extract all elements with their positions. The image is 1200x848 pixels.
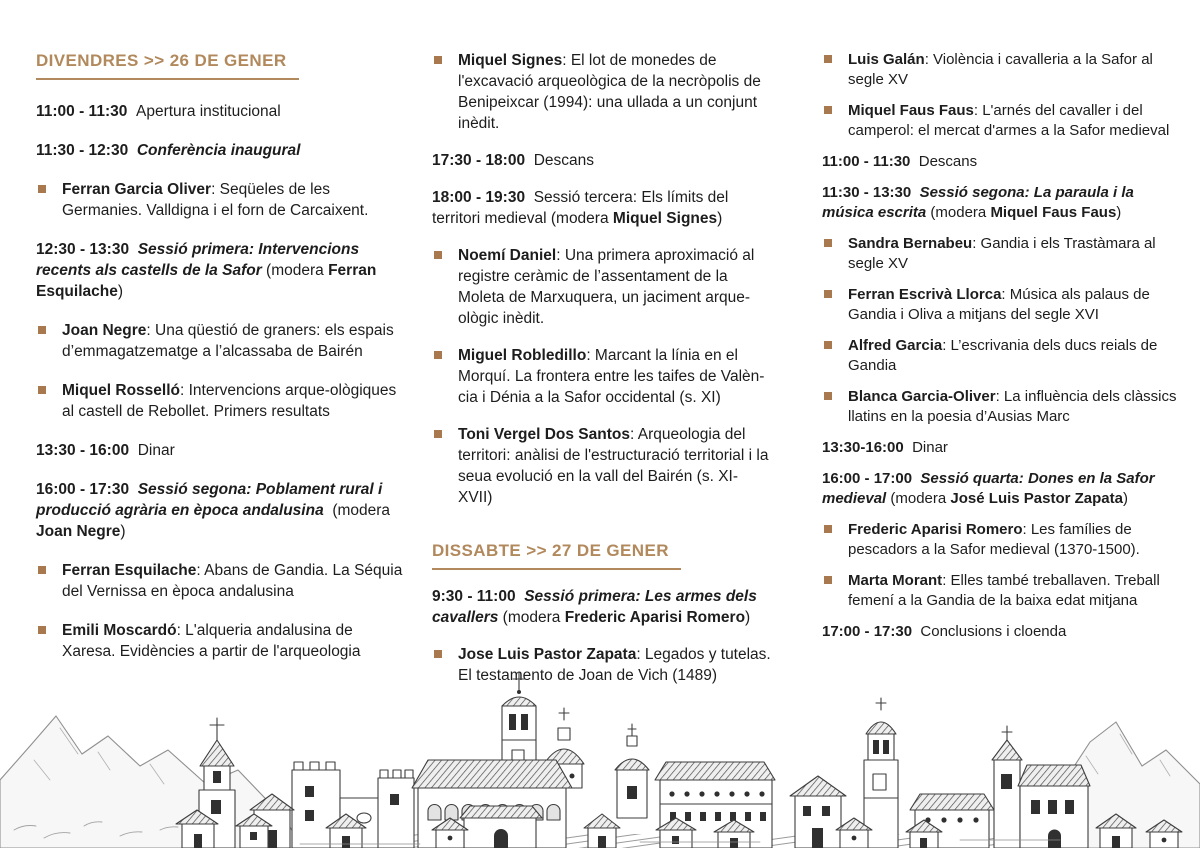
entry-text-segment: Conclusions i cloenda (920, 623, 1067, 640)
entry-text-segment: ) (120, 523, 126, 540)
bullet-square-icon (434, 351, 442, 359)
schedule-text (822, 623, 1066, 640)
talk-entry (432, 245, 772, 329)
time-range: 13:30-16:00 (822, 439, 904, 456)
talk-text (848, 520, 1182, 560)
talk-text (848, 285, 1182, 325)
entry-text-segment: : La influència dels clàssics llatins en la poesia d’Ausias Marc (848, 388, 1181, 425)
speaker-or-moderator-name: Miquel Faus Faus (848, 102, 974, 119)
schedule-entry (432, 150, 772, 171)
talk-entry (432, 50, 772, 134)
entry-text-segment: Sessió segona: La paraula i la música escrita (822, 184, 1138, 221)
program-column-saturday (822, 50, 1182, 653)
schedule-entry (822, 183, 1182, 223)
talk-entry (36, 380, 404, 422)
talk-entry (822, 336, 1182, 376)
speaker-or-moderator-name: Jose Luis Pastor Zapata (458, 646, 637, 663)
talk-entry (822, 571, 1182, 611)
talk-text (848, 234, 1182, 274)
town-engraving-illustration (0, 648, 1200, 848)
schedule-entry (36, 479, 404, 542)
speaker-or-moderator-name: Ferran Escrivà Llorca (848, 286, 1002, 303)
talk-text (62, 380, 404, 422)
schedule-text (432, 189, 733, 227)
schedule-entry (822, 469, 1182, 509)
talk-entry (822, 50, 1182, 90)
schedule-text (822, 153, 977, 170)
entry-text-segment: : Les famílies de pescadors a la Safor medieval (1370-1500). (848, 521, 1140, 558)
entry-text-segment: (modera (926, 204, 991, 221)
entry-text-segment: : Seqüeles de les Germanies. Valldigna i el forn de Carcaixent. (62, 181, 369, 219)
time-range: 11:30 - 12:30 (36, 142, 129, 159)
speaker-or-moderator-name: Marta Morant (848, 572, 943, 589)
entry-text-segment: Conferència inaugural (136, 142, 301, 159)
time-range: 17:00 - 17:30 (822, 623, 913, 640)
day-heading: DIVENDRES >> 26 DE GENER (36, 50, 299, 80)
time-range: 12:30 - 13:30 (36, 241, 130, 258)
schedule-entry (432, 187, 772, 229)
entry-text-segment: ) (1116, 204, 1122, 221)
time-range: 16:00 - 17:30 (36, 481, 130, 498)
talk-entry (822, 387, 1182, 427)
entry-text-segment: ) (717, 210, 723, 227)
talk-text (848, 571, 1182, 611)
schedule-text (822, 184, 1138, 221)
bullet-square-icon (824, 525, 832, 533)
talk-text (458, 345, 772, 408)
speaker-or-moderator-name: Joan Negre (62, 322, 147, 339)
schedule-text (432, 588, 761, 626)
entry-text-segment: : Gandia i els Trastàmara al segle XV (848, 235, 1160, 272)
talk-entry (432, 424, 772, 508)
schedule-entry (36, 101, 404, 122)
schedule-entry (36, 239, 404, 302)
schedule-text (822, 470, 1159, 507)
schedule-text (822, 439, 948, 456)
entry-text-segment: Sessió segona: Poblament rural i producció agrària en època andalusina (36, 481, 387, 519)
speaker-or-moderator-name: Miquel Rosselló (62, 382, 180, 399)
entry-text-segment: : L'arnés del cavaller i del camperol: el mercat d'armes a la Safor medieval (848, 102, 1170, 139)
schedule-text (36, 481, 394, 540)
entry-text-segment: : L'alqueria andalusina de Xaresa. Evidències a partir de l'arqueologia (62, 622, 361, 660)
speaker-or-moderator-name: Frederic Aparisi Romero (848, 521, 1023, 538)
speaker-or-moderator-name: Sandra Bernabeu (848, 235, 973, 252)
entry-text-segment: : Intervencions arque-ològiques al castell de Rebollet. Primers resultats (62, 382, 401, 420)
talk-text (62, 320, 404, 362)
talk-text (458, 424, 772, 508)
entry-text-segment: ) (1122, 490, 1128, 507)
entry-text-segment: Dinar (137, 442, 175, 459)
speaker-or-moderator-name: Ferran Esquilache (62, 562, 197, 579)
bullet-square-icon (38, 386, 46, 394)
speaker-or-moderator-name: Ferran Garcia Oliver (62, 181, 212, 198)
speaker-or-moderator-name: Toni Vergel Dos Santos (458, 426, 630, 443)
entry-text-segment: : Abans de Gandia. La Séquia del Vernissa en època andalusina (62, 562, 407, 600)
speaker-or-moderator-name: Blanca Garcia-Oliver (848, 388, 996, 405)
speaker-or-moderator-name: Joan Negre (36, 523, 121, 540)
bullet-square-icon (824, 290, 832, 298)
time-range: 13:30 - 16:00 (36, 442, 130, 459)
schedule-text (36, 142, 301, 159)
schedule-text (36, 442, 175, 459)
entry-text-segment: : Elles també treballaven. Treball femení a la Gandia de la baixa edat mitjana (848, 572, 1164, 609)
talk-text (848, 101, 1182, 141)
bullet-square-icon (824, 576, 832, 584)
speaker-or-moderator-name: José Luis Pastor Zapata (950, 490, 1123, 507)
talk-entry (36, 320, 404, 362)
entry-text-segment: Sessió primera: Intervencions recents als castells de la Safor (36, 241, 364, 279)
entry-text-segment: ) (117, 283, 124, 300)
speaker-or-moderator-name: Miquel Faus Faus (990, 204, 1117, 221)
speaker-or-moderator-name: Luis Galán (848, 51, 925, 68)
talk-text (62, 560, 407, 602)
entry-text-segment: : L’escrivania dels ducs reials de Gandia (848, 337, 1162, 374)
speaker-or-moderator-name: Emili Moscardó (62, 622, 177, 639)
entry-text-segment: : Violència i cavalleria a la Safor al segle XV (848, 51, 1158, 88)
entry-text-segment: : Legados y tutelas. El testamento de Joan de Vich (1489) (458, 646, 776, 684)
schedule-entry (822, 622, 1182, 642)
bullet-square-icon (824, 239, 832, 247)
time-range: 17:30 - 18:00 (432, 152, 526, 169)
entry-text-segment: : Una primera aproximació al registre ceràmic de l’assentament de la Moleta de Marxuquera, un jaciment arque-ològic inèdit. (458, 247, 759, 327)
bullet-square-icon (824, 55, 832, 63)
schedule-entry (432, 586, 772, 628)
speaker-or-moderator-name: Miguel Robledillo (458, 347, 587, 364)
schedule-text (36, 103, 281, 120)
small-dome-tower (615, 724, 649, 818)
program-column-friday-evening-saturday (432, 50, 776, 702)
talk-entry (822, 234, 1182, 274)
speaker-or-moderator-name: Frederic Aparisi Romero (564, 609, 746, 626)
entry-text-segment: : Arqueologia del territori: anàlisi de l'estructuració territorial i la seua evolució en la vall del Bairén (s. XI-XVII) (458, 426, 773, 506)
time-range: 9:30 - 11:00 (432, 588, 516, 605)
schedule-entry (822, 438, 1182, 458)
schedule-text (36, 241, 381, 300)
time-range: 11:30 - 13:30 (822, 184, 912, 201)
schedule-entry (36, 440, 404, 461)
bullet-square-icon (434, 251, 442, 259)
schedule-entry (36, 140, 404, 161)
entry-text-segment: (modera (261, 262, 329, 279)
bullet-square-icon (38, 626, 46, 634)
entry-text-segment: ) (745, 609, 751, 626)
entry-text-segment: Descans (533, 152, 594, 169)
entry-text-segment: Apertura institucional (135, 103, 281, 120)
speaker-or-moderator-name: Ferran Esquilache (36, 262, 381, 300)
speaker-or-moderator-name: Miquel Signes (458, 52, 563, 69)
talk-entry (36, 179, 404, 221)
speaker-or-moderator-name: Miquel Signes (612, 210, 718, 227)
talk-entry (822, 285, 1182, 325)
time-range: 11:00 - 11:30 (36, 103, 128, 120)
right-church (992, 726, 1090, 848)
time-range: 16:00 - 17:00 (822, 470, 913, 487)
entry-text-segment: Descans (918, 153, 978, 170)
entry-text-segment: (modera (886, 490, 951, 507)
entry-text-segment: : Una qüestió de graners: els espais d’emmagatzematge a l’alcassaba de Bairén (62, 322, 399, 360)
talk-text (848, 336, 1182, 376)
bullet-square-icon (434, 430, 442, 438)
speaker-or-moderator-name: Alfred Garcia (848, 337, 943, 354)
entry-text-segment: : Música als palaus de Gandia i Oliva a mitjans del segle XVI (848, 286, 1155, 323)
entry-text-segment: Sessió quarta: Dones en la Safor medieval (822, 470, 1159, 507)
bullet-square-icon (824, 106, 832, 114)
talk-entry (822, 101, 1182, 141)
day-heading: DISSABTE >> 27 DE GENER (432, 540, 681, 570)
time-range: 11:00 - 11:30 (822, 153, 911, 170)
belfry-dome-tower (864, 698, 898, 848)
talk-text (62, 179, 404, 221)
bullet-square-icon (824, 392, 832, 400)
time-range: 18:00 - 19:30 (432, 189, 526, 206)
talk-text (458, 50, 772, 134)
entry-text-segment: Dinar (912, 439, 948, 456)
talk-text (848, 50, 1182, 90)
entry-text-segment: (modera (498, 609, 565, 626)
talk-entry (432, 345, 772, 408)
talk-text (458, 245, 772, 329)
bullet-square-icon (38, 185, 46, 193)
schedule-text (432, 152, 594, 169)
bullet-square-icon (434, 56, 442, 64)
bullet-square-icon (38, 326, 46, 334)
gable-house (790, 776, 846, 848)
speaker-or-moderator-name: Noemí Daniel (458, 247, 557, 264)
entry-text-segment: : Marcant la línia en el Morquí. La frontera entre les taifes de Valèn-cia i Dénia a la Safor occidental (s. XI) (458, 347, 765, 406)
talk-entry (822, 520, 1182, 560)
entry-text-segment: Sessió tercera: Els límits del territori medieval (modera (432, 189, 733, 227)
program-column-friday (36, 50, 407, 680)
talk-text (848, 387, 1182, 427)
talk-entry (36, 560, 407, 602)
entry-text-segment: : El lot de monedes de l'excavació arqueològica de la necròpolis de Benipeixcar (1994): una ullada a un conjunt inèdit. (458, 52, 766, 132)
bullet-square-icon (38, 566, 46, 574)
schedule-entry (822, 152, 1182, 172)
bullet-square-icon (824, 341, 832, 349)
entry-text-segment: Sessió primera: Les armes dels cavallers (432, 588, 762, 626)
entry-text-segment: (modera (328, 502, 395, 519)
